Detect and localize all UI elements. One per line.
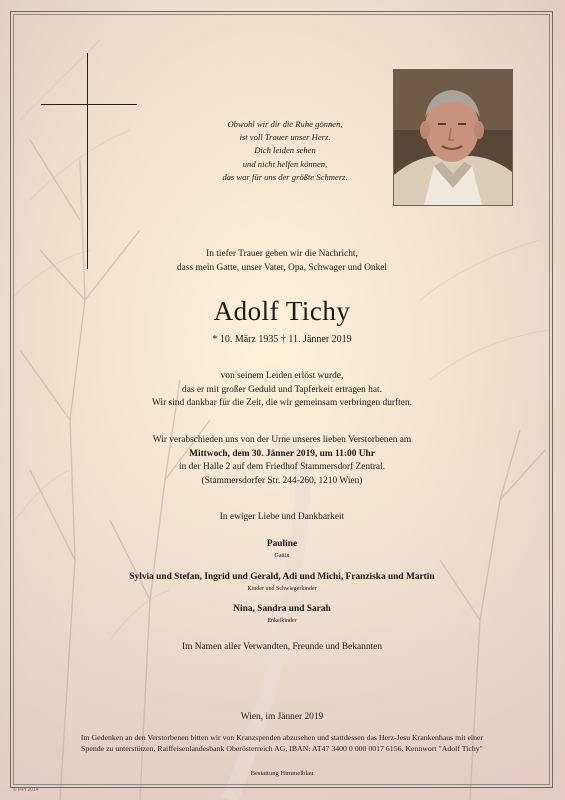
ceremony-location: in der Halle 2 auf dem Friedhof Stammersdorf Zentral. bbox=[179, 462, 385, 473]
tribute-line: das er mit großer Geduld und Tapferkeit ertragen hat. bbox=[182, 384, 382, 395]
mourner-relation: Gattin bbox=[274, 552, 290, 559]
poem-line: und nicht helfen können, bbox=[242, 158, 328, 169]
poem-line: Obwohl wir dir die Ruhe gönnen, bbox=[227, 119, 343, 129]
donation-line: Spende zu unterstützen, Raiffeisenlandesbank Oberösterreich AG, IBAN: AT47 3400 0 000 0017 6156, Kennwort "Adolf Tichy" bbox=[81, 744, 483, 753]
life-dates: * 10. März 1935 † 11. Jänner 2019 bbox=[212, 334, 352, 345]
intro-line: In tiefer Trauer geben wir die Nachricht, bbox=[206, 249, 358, 259]
poem-line: das war für uns der größte Schmerz. bbox=[222, 171, 348, 182]
poem-line: Dich leiden sehen bbox=[254, 145, 316, 156]
announcement-intro bbox=[40, 248, 524, 275]
mourner-group bbox=[40, 571, 524, 593]
portrait-photo bbox=[393, 69, 513, 206]
mourner-names: Pauline bbox=[266, 539, 298, 549]
ceremony-date-time: Mittwoch, dem 30. Jänner 2019, um 11:00 Uhr bbox=[189, 448, 375, 459]
mourner-group bbox=[40, 538, 524, 560]
mourner-group bbox=[40, 603, 524, 625]
tribute-line: Wir sind dankbar für die Zeit, die wir gemeinsam verbringen durften. bbox=[152, 398, 412, 409]
donation-line: Im Gedenken an den Verstorbenen bitten wir von Kranzspenden abzusehen und stattdessen das Herz-Jesu Krankenhaus mit einer bbox=[80, 733, 484, 742]
donation-note bbox=[40, 732, 524, 754]
corner-mark: © PPI 2014 bbox=[13, 787, 39, 793]
tribute-text bbox=[40, 370, 524, 411]
poem bbox=[190, 118, 380, 184]
cross-horizontal-bar bbox=[41, 104, 137, 105]
ceremony-address: (Stammersdorfer Str. 244-260, 1210 Wien) bbox=[201, 475, 363, 486]
mourner-names: Sylvia und Stefan, Ingrid und Gerald, Adi und Michi, Franziska und Martin bbox=[129, 572, 435, 582]
mourner-names: Nina, Sandra und Sarah bbox=[233, 604, 331, 614]
ceremony-details bbox=[40, 434, 524, 488]
tribute-line: von seinem Leiden erlöst wurde, bbox=[220, 371, 344, 381]
farewell-line: In ewiger Liebe und Dankbarkeit bbox=[219, 512, 345, 522]
ceremony-line: Wir verabschieden uns von der Urne unseres lieben Verstorbenen am bbox=[152, 435, 412, 445]
mourner-relation: Kinder und Schwiegerkinder bbox=[247, 585, 317, 592]
poem-line: ist voll Trauer unser Herz. bbox=[239, 132, 331, 143]
relatives-line: Im Namen aller Verwandten, Freunde und Bekannten bbox=[181, 642, 383, 652]
place-date: Wien, im Jänner 2019 bbox=[240, 712, 324, 722]
intro-line: dass mein Gatte, unser Vater, Opa, Schwager und Onkel bbox=[176, 262, 388, 273]
deceased-name: Adolf Tichy bbox=[213, 296, 351, 326]
undertaker: Bestattung Himmelblau bbox=[250, 770, 314, 777]
cross-vertical-bar bbox=[87, 53, 88, 269]
mourner-relation: Enkelkinder bbox=[267, 617, 297, 624]
